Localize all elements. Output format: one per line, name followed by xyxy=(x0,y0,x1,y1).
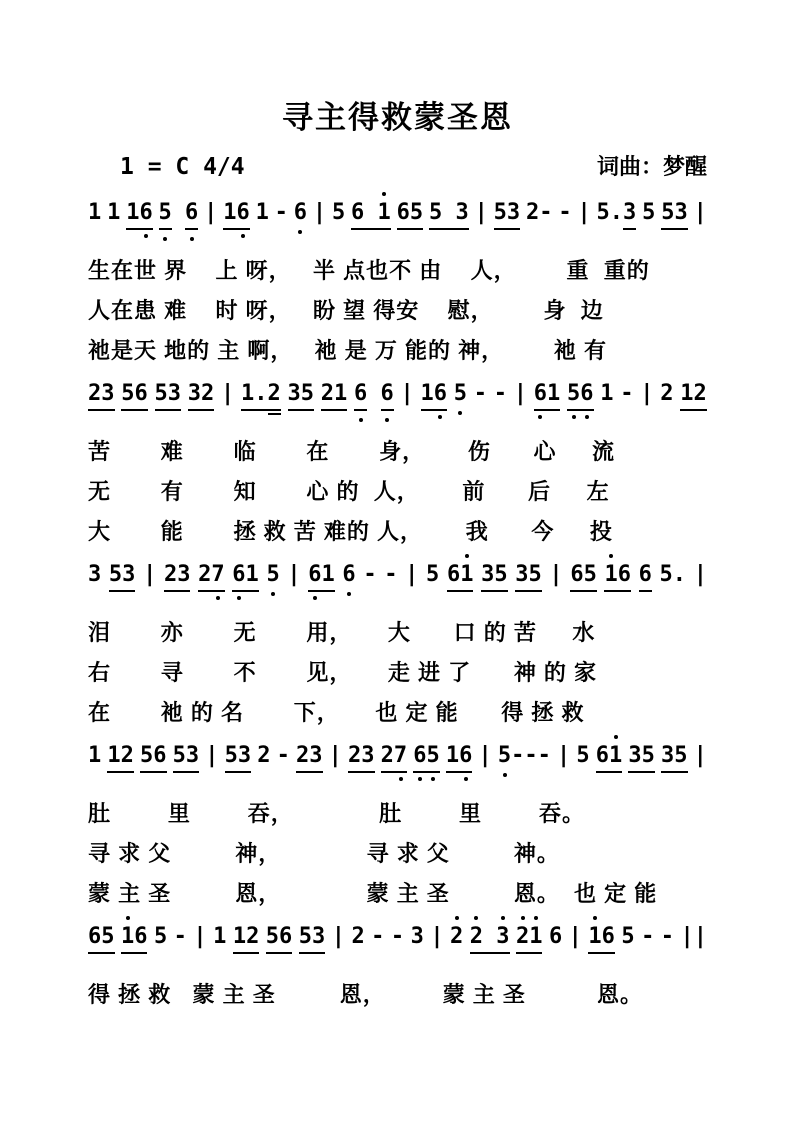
octave-dot-below xyxy=(216,596,220,600)
barline: | xyxy=(513,381,527,406)
octave-dot-below xyxy=(585,415,589,419)
note-token: - xyxy=(620,381,634,406)
lyric-line: 寻 求 父 神， 寻 求 父 神。 xyxy=(88,841,560,866)
octave-dot-below xyxy=(431,777,435,781)
note-token: 65 xyxy=(570,563,597,592)
octave-dot-below xyxy=(538,415,542,419)
note-token: 35 xyxy=(661,744,688,773)
note-token: 1 xyxy=(88,200,102,225)
barline: | xyxy=(143,562,157,587)
note-token: 21 xyxy=(321,382,348,411)
lyric-line: 苦 难 临 在 身， 伤 心 流 xyxy=(88,439,616,464)
note-token: 6 xyxy=(548,924,563,949)
note-token: 53 xyxy=(173,744,200,773)
octave-dot-above xyxy=(614,735,618,739)
note-token: 53 xyxy=(155,382,182,411)
note-token: 2 xyxy=(351,924,365,949)
note-token: 3 xyxy=(88,562,102,587)
lyric-line: 右 寻 不 见， 走 进 了 神 的 家 xyxy=(88,660,598,685)
note-token: 6 xyxy=(639,563,652,592)
note-token: 32 xyxy=(188,382,215,411)
note-token: 1 xyxy=(107,200,121,225)
lyric-line: 泪 亦 无 用， 大 口 的 苦 水 xyxy=(88,620,596,645)
octave-dot-below xyxy=(572,415,576,419)
lyric-line: 大 能 拯 救 苦 难的 人， 我 今 投 xyxy=(88,519,613,544)
note-token: 1 6 xyxy=(121,925,148,954)
octave-dot-below xyxy=(241,234,245,238)
note-token: 5 6 xyxy=(567,382,594,411)
barline: | xyxy=(221,381,235,406)
note-token: 53 xyxy=(225,744,252,773)
lyric-line: 人在患 难 时 呀， 盼 望 得安 慰， 身 边 xyxy=(88,298,604,323)
music-line-4 xyxy=(88,732,707,785)
note-token: - xyxy=(558,200,572,225)
barline: | xyxy=(693,562,707,587)
note-token: - xyxy=(390,924,405,949)
note-token: 53 xyxy=(661,201,688,230)
barline: | xyxy=(405,562,419,587)
note-token: 6 1 xyxy=(534,382,561,411)
note-token: - xyxy=(473,381,487,406)
barline: | xyxy=(478,743,492,768)
octave-dot-below xyxy=(438,415,442,419)
note-token: 5.3 xyxy=(597,201,637,230)
note-token: 56 xyxy=(266,925,293,954)
note-token: 5 xyxy=(642,200,656,225)
octave-dot-below xyxy=(144,234,148,238)
note-token: - xyxy=(274,200,288,225)
note-token: 35 xyxy=(288,382,315,411)
barline: | xyxy=(287,562,301,587)
barline: | xyxy=(312,200,327,225)
note-token: 35 xyxy=(628,744,655,773)
lyric-line: 蒙 主 圣 恩， 蒙 主 圣 恩。 也 定 能 xyxy=(88,881,658,906)
song-title: 寻主得救蒙圣恩 xyxy=(282,100,513,135)
note-token: 1 6 xyxy=(588,925,615,954)
note-token: 16 xyxy=(126,201,153,230)
barline: | xyxy=(693,200,707,225)
note-token: 2 xyxy=(257,743,271,768)
note-token: 1 xyxy=(213,924,227,949)
note-token: - xyxy=(371,924,385,949)
note-token: 16 xyxy=(421,382,448,411)
octave-dot-above xyxy=(609,554,613,558)
note-token: 53 xyxy=(109,563,136,592)
system-4 xyxy=(88,732,707,905)
note-token: - xyxy=(173,924,187,949)
octave-dot-below xyxy=(458,411,462,415)
note-token: 27 xyxy=(381,744,408,773)
barline: | xyxy=(568,924,582,949)
octave-dot-above xyxy=(534,916,538,920)
octave-dot-above xyxy=(126,916,130,920)
meta-row xyxy=(88,150,707,181)
note-token: 6 1 xyxy=(351,201,391,230)
note-token: 3 xyxy=(410,924,424,949)
note-token: 5 6 xyxy=(159,201,199,230)
score xyxy=(88,189,707,1006)
note-token: 1 xyxy=(255,200,269,225)
note-token: 16 xyxy=(223,201,250,230)
note-token: 53 xyxy=(494,201,521,230)
octave-dot-below xyxy=(418,777,422,781)
barline: | xyxy=(577,200,591,225)
note-token: 12 xyxy=(680,382,707,411)
note-token: 12 xyxy=(107,744,134,773)
note-token: 5 xyxy=(153,924,168,949)
note-token: 1.2 xyxy=(241,382,281,411)
octave-dot-below xyxy=(399,777,403,781)
note-token: 2 xyxy=(660,381,674,406)
note-token: 6 xyxy=(342,563,355,587)
note-token: - xyxy=(641,924,655,949)
lyric-line: 得 拯 救 蒙 主 圣 恩， 蒙 主 圣 恩。 xyxy=(88,982,644,1007)
octave-dot-below xyxy=(347,592,351,596)
barline: | xyxy=(205,743,219,768)
note-token: 61 xyxy=(596,744,623,773)
barline: || xyxy=(680,924,707,949)
note-token: 6 5 xyxy=(413,744,440,773)
octave-dot-above xyxy=(382,192,386,196)
note-token: 6 1 xyxy=(232,563,259,592)
note-token: 56 xyxy=(140,744,167,773)
octave-dot-above xyxy=(521,916,525,920)
octave-dot-above xyxy=(501,916,505,920)
note-token: 2 xyxy=(450,925,463,949)
note-token: 27 xyxy=(198,563,225,592)
note-token: - xyxy=(493,381,507,406)
octave-dot-below xyxy=(385,418,389,422)
octave-dot-above xyxy=(465,554,469,558)
note-token: - xyxy=(384,562,398,587)
note-token: 5 xyxy=(331,200,346,225)
music-line-3 xyxy=(88,551,707,604)
note-token: 2 1 xyxy=(516,925,543,954)
note-token: 6 xyxy=(294,201,307,225)
system-3 xyxy=(88,551,707,724)
note-token: 23 xyxy=(296,744,323,773)
note-token: - xyxy=(363,562,377,587)
barline: | xyxy=(549,562,563,587)
note-token: 23 xyxy=(164,563,191,592)
barline: | xyxy=(328,743,342,768)
barline: | xyxy=(430,924,444,949)
note-token: 5 xyxy=(621,924,635,949)
lyric-line: 生在世 界 上 呀， 半 点也不 由 人， 重 重的 xyxy=(88,258,650,283)
note-token: - xyxy=(660,924,675,949)
note-token: 1 xyxy=(88,743,102,768)
note-token: 5 xyxy=(454,382,467,406)
note-token: 6 6 xyxy=(354,382,394,411)
note-token: - xyxy=(276,743,290,768)
system-2 xyxy=(88,370,707,543)
note-token: 6 1 xyxy=(308,563,335,592)
note-token: 5 3 xyxy=(429,201,469,230)
barline: | xyxy=(193,924,207,949)
note-token: 5 --- xyxy=(498,744,551,768)
note-token: 5 xyxy=(266,563,279,587)
note-token: 65 xyxy=(397,201,424,230)
octave-dot-below xyxy=(464,777,468,781)
octave-dot-above xyxy=(455,916,459,920)
octave-dot-below xyxy=(313,596,317,600)
lyric-line: 祂是天 地的 主 啊， 祂 是 万 能的 神， 祂 有 xyxy=(88,338,608,363)
note-token: 65 xyxy=(88,925,115,954)
note-token: 1 6 xyxy=(604,563,631,592)
note-token: 5. xyxy=(659,562,687,587)
barline: | xyxy=(693,743,707,768)
barline: | xyxy=(331,924,345,949)
music-line-2 xyxy=(88,370,707,423)
note-token: 56 xyxy=(121,382,148,411)
lyric-line: 在 祂 的 名 下， 也 定 能 得 拯 救 xyxy=(88,700,585,725)
barline: | xyxy=(557,743,571,768)
note-token: 23 xyxy=(88,382,115,411)
note-token: 1 xyxy=(600,381,614,406)
note-token: 5 xyxy=(576,743,590,768)
note-token: 5 xyxy=(426,562,440,587)
credit: 词曲：梦醒 xyxy=(596,154,707,179)
system-1 xyxy=(88,189,707,362)
octave-dot-below xyxy=(190,237,194,241)
octave-dot-below xyxy=(237,596,241,600)
octave-dot-above xyxy=(474,916,478,920)
note-token: 16 xyxy=(446,744,473,773)
note-token: 35 xyxy=(481,563,508,592)
octave-dot-above xyxy=(593,916,597,920)
system-5 xyxy=(88,913,707,1006)
note-token: 53 xyxy=(299,925,326,954)
octave-dot-below xyxy=(163,237,167,241)
lyric-line: 无 有 知 心 的 人， 前 后 左 xyxy=(88,479,610,504)
note-token: 12 xyxy=(233,925,260,954)
lyric-line: 肚 里 吞， 肚 里 吞。 xyxy=(88,801,585,826)
note-token: 2 3 xyxy=(470,925,510,954)
note-token: 35 xyxy=(515,563,542,592)
octave-dot-below xyxy=(298,230,302,234)
octave-dot-below xyxy=(271,592,275,596)
note-token: 61 xyxy=(447,563,474,592)
barline: | xyxy=(474,200,488,225)
octave-dot-below xyxy=(359,418,363,422)
barline: | xyxy=(640,381,654,406)
note-token: 23 xyxy=(348,744,375,773)
music-line-5 xyxy=(88,913,707,966)
note-token: 2- xyxy=(526,200,553,225)
octave-dot-below xyxy=(503,773,507,777)
key-signature: 1 = C 4/4 xyxy=(120,154,245,180)
barline: | xyxy=(204,200,218,225)
music-line-1 xyxy=(88,189,707,242)
barline: | xyxy=(400,381,414,406)
